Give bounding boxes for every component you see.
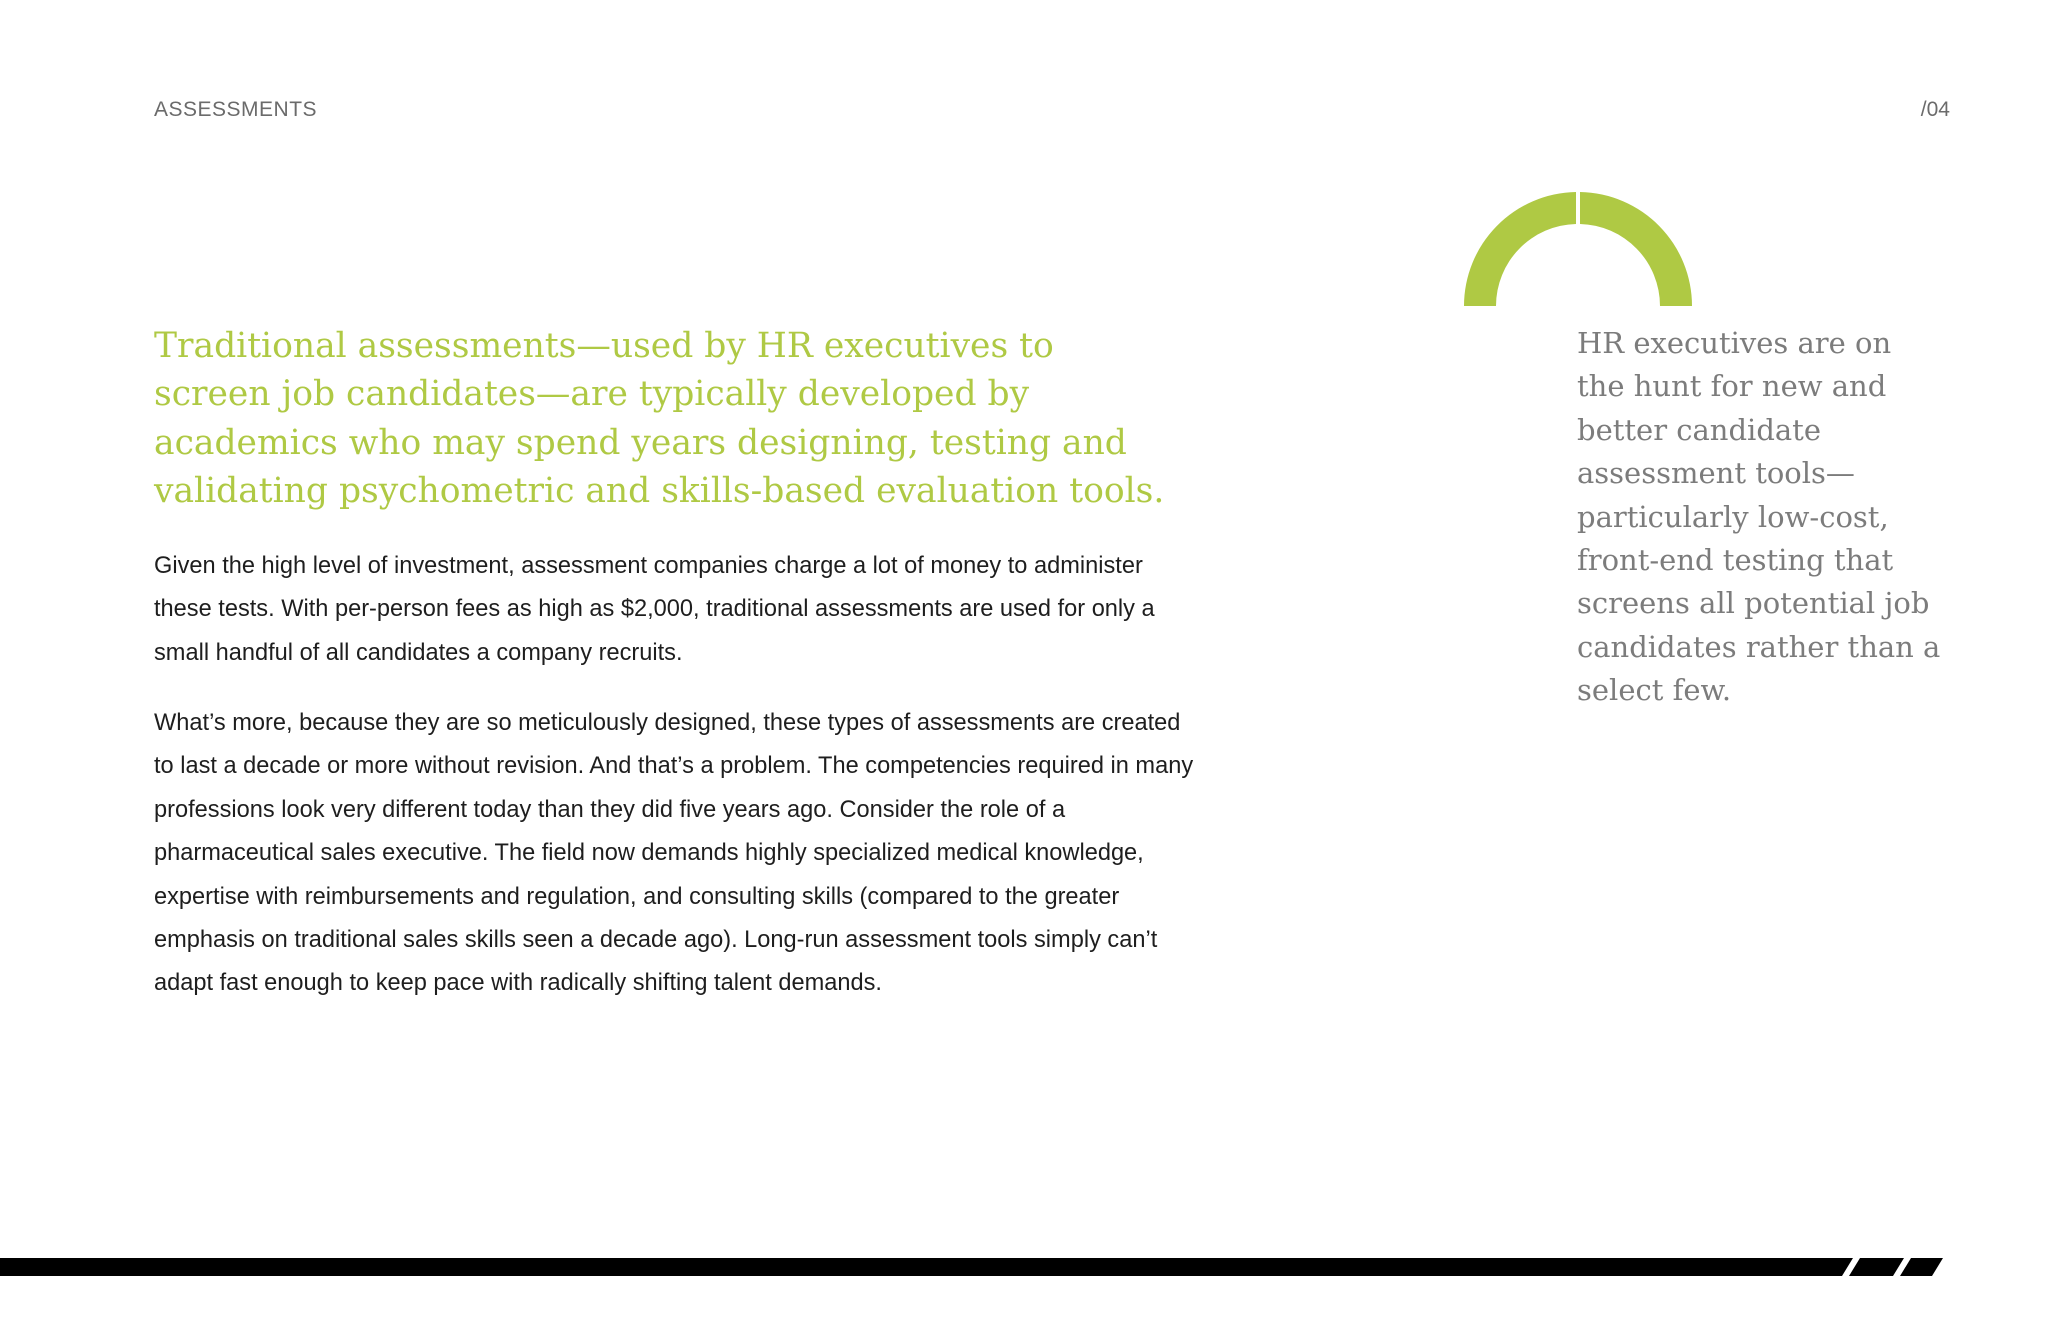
- body-paragraph-1: Given the high level of investment, assessment companies charge a lot of money to administer these tests. With per-person fees as high as $2,000, traditional assessments are used for only a small handful of all candidates a company recruits.: [154, 553, 1155, 666]
- footer-slash-1: [1849, 1258, 1904, 1276]
- half-donut-gauge-icon: [1460, 190, 1696, 312]
- footer-slash-2: [1900, 1258, 1943, 1276]
- body-paragraph-2: What’s more, because they are so meticulously designed, these types of assessments are created to last a decade or more without revision. And that’s a problem. The competencies required in many professions look very different today than they did five years ago. Consider the role of a pharmaceutical sales executive. The field now demands highly specialized medical knowledge, expertise with reimbursements and regulation, and consulting skills (compared to the greater emphasis on traditional sales skills seen a decade ago). Long-run assessment tools simply can’t adapt fast enough to keep pace with radically shifting talent demands.: [154, 710, 1194, 997]
- page-number: /04: [1920, 98, 1950, 121]
- footer-bar-main: [0, 1258, 1853, 1276]
- gauge-segment-right: [1580, 192, 1692, 306]
- section-label: ASSESSMENTS: [154, 98, 318, 121]
- gauge-segment-left: [1464, 192, 1576, 306]
- lead-paragraph: Traditional assessments—used by HR executives to screen job candidates—are typically developed by academics who may spend years designing, testing and validating psychometric and skills-based evaluation tools.: [154, 326, 1165, 511]
- footer-stripe: [0, 1258, 2048, 1276]
- pull-quote: HR executives are on the hunt for new and better candidate assessment tools—particularly low-cost, front-end testing that screens all potential job candidates rather than a select few.: [1577, 326, 1941, 708]
